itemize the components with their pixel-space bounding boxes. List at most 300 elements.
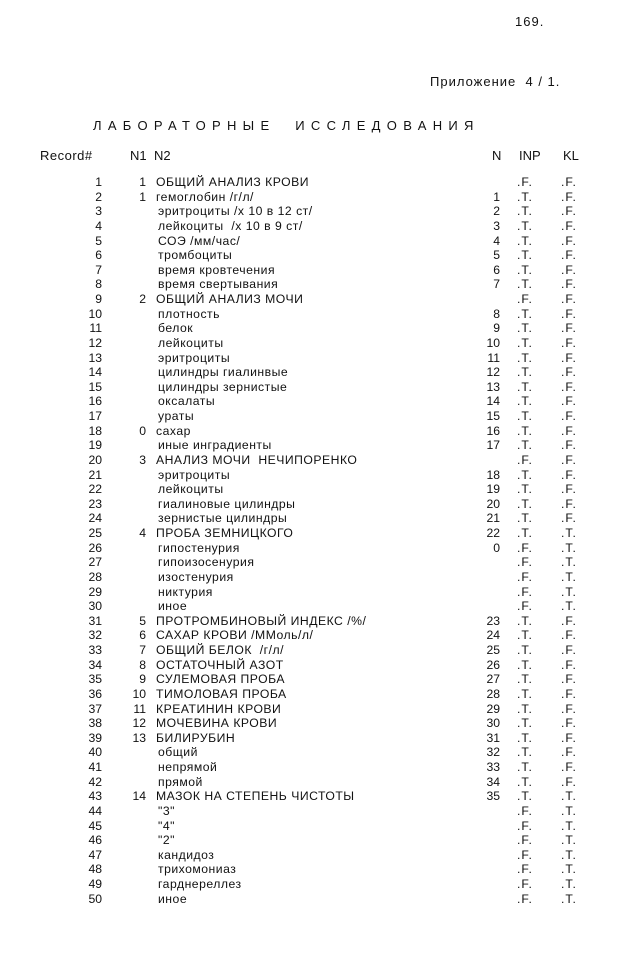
kl-cell: .F. [561, 657, 577, 672]
inp-cell: .T. [517, 686, 533, 701]
kl-cell: .F. [561, 248, 577, 263]
record-number-cell: 43 [88, 789, 102, 804]
n-cell: 21 [486, 511, 500, 526]
kl-cell: .F. [561, 306, 577, 321]
inp-cell: .F. [517, 833, 533, 848]
record-number-cell: 21 [88, 467, 102, 482]
table-row [0, 716, 631, 731]
table-row [0, 760, 631, 775]
kl-cell: .F. [561, 365, 577, 380]
table-row [0, 511, 631, 526]
record-number-cell: 42 [88, 774, 102, 789]
record-number-cell: 14 [88, 365, 102, 380]
record-number-cell: 7 [95, 262, 102, 277]
table-row [0, 819, 631, 834]
kl-cell: .F. [561, 511, 577, 526]
record-number-cell: 30 [88, 599, 102, 614]
n2-name-cell: гиалиновые цилиндры [158, 496, 296, 511]
record-number-cell: 29 [88, 584, 102, 599]
table-row [0, 438, 631, 453]
table-row [0, 687, 631, 702]
kl-cell: .T. [561, 569, 577, 584]
kl-cell: .F. [561, 335, 577, 350]
record-number-cell: 15 [88, 379, 102, 394]
kl-cell: .F. [561, 218, 577, 233]
kl-cell: .F. [561, 496, 577, 511]
n2-name-cell: кандидоз [158, 847, 215, 862]
n2-name-cell: ураты [158, 409, 195, 423]
table-row [0, 234, 631, 249]
inp-cell: .T. [517, 277, 533, 292]
record-number-cell: 28 [88, 569, 102, 584]
kl-cell: .F. [561, 321, 577, 336]
inp-cell: .F. [517, 877, 533, 891]
appendix-label: Приложение 4 / 1. [430, 74, 561, 89]
n2-name-cell: ОБЩИЙ БЕЛОК /г/л/ [156, 643, 285, 657]
n1-cell: 4 [139, 526, 146, 540]
table-row [0, 307, 631, 322]
record-number-cell: 17 [88, 409, 102, 423]
kl-cell: .F. [561, 394, 577, 409]
n1-cell: 2 [139, 292, 146, 306]
table-row [0, 219, 631, 234]
kl-cell: .T. [561, 833, 577, 848]
kl-cell: .T. [561, 555, 577, 570]
table-row [0, 862, 631, 877]
inp-cell: .T. [517, 716, 533, 731]
n2-name-cell: САХАР КРОВИ /ММоль/л/ [156, 628, 314, 643]
kl-cell: .F. [561, 613, 577, 628]
table-row [0, 599, 631, 614]
record-number-cell: 37 [88, 701, 102, 716]
inp-cell: .T. [517, 335, 533, 350]
table-row [0, 789, 631, 804]
n-cell: 10 [486, 335, 500, 350]
table-row [0, 555, 631, 570]
table-row [0, 394, 631, 409]
record-number-cell: 33 [88, 643, 102, 657]
inp-cell: .F. [517, 540, 533, 555]
n2-name-cell: ПРОТРОМБИНОВЫЙ ИНДЕКС /%/ [156, 613, 367, 628]
inp-cell: .T. [517, 365, 533, 380]
record-number-cell: 50 [88, 891, 102, 906]
table-row [0, 833, 631, 848]
n1-cell: 3 [139, 452, 146, 467]
n-cell: 8 [493, 306, 500, 321]
inp-cell: .T. [517, 248, 533, 263]
record-number-cell: 45 [88, 818, 102, 833]
kl-cell: .F. [561, 672, 577, 687]
kl-cell: .F. [561, 423, 577, 438]
record-number-cell: 3 [95, 204, 102, 219]
inp-cell: .T. [517, 306, 533, 321]
kl-cell: .F. [561, 716, 577, 731]
n-cell: 0 [493, 540, 500, 555]
kl-cell: .F. [561, 204, 577, 219]
kl-cell: .T. [561, 862, 577, 877]
record-number-cell: 25 [88, 526, 102, 540]
record-number-cell: 4 [95, 218, 102, 233]
n1-cell: 10 [132, 686, 146, 701]
n1-cell: 6 [139, 628, 146, 643]
kl-cell: .T. [561, 540, 577, 555]
column-header-kl: KL [563, 148, 579, 163]
n2-name-cell: цилиндры гиалинвые [158, 365, 289, 380]
inp-cell: .F. [517, 891, 533, 906]
record-number-cell: 11 [89, 321, 102, 336]
table-row [0, 541, 631, 556]
inp-cell: .T. [517, 467, 533, 482]
n2-name-cell: ОБЩИЙ АНАЛИЗ КРОВИ [156, 175, 309, 189]
kl-cell: .F. [561, 745, 577, 760]
table-row [0, 614, 631, 629]
n2-name-cell: "2" [158, 833, 175, 848]
record-number-cell: 22 [88, 482, 102, 497]
n2-name-cell: МАЗОК НА СТЕПЕНЬ ЧИСТОТЫ [156, 789, 355, 804]
n-cell: 11 [487, 350, 500, 365]
kl-cell: .F. [561, 175, 577, 189]
table-row [0, 453, 631, 468]
inp-cell: .T. [517, 774, 533, 789]
table-row [0, 526, 631, 541]
inp-cell: .T. [517, 189, 533, 204]
table-row [0, 468, 631, 483]
column-header-n2: N2 [154, 148, 171, 163]
n-cell: 19 [486, 482, 500, 497]
column-header-n: N [492, 148, 502, 163]
inp-cell: .T. [517, 730, 533, 745]
record-number-cell: 10 [88, 306, 102, 321]
n1-cell: 11 [133, 701, 146, 716]
n2-name-cell: прямой [158, 774, 203, 789]
record-number-cell: 44 [88, 803, 102, 818]
kl-cell: .F. [561, 233, 577, 248]
n-cell: 35 [486, 789, 500, 804]
kl-cell: .T. [561, 789, 577, 804]
n-cell: 27 [486, 672, 500, 687]
n-cell: 18 [486, 467, 500, 482]
kl-cell: .T. [561, 877, 577, 891]
record-number-cell: 35 [88, 672, 102, 687]
column-header-inp: INP [519, 148, 541, 163]
inp-cell: .T. [517, 350, 533, 365]
table-row [0, 848, 631, 863]
table-row [0, 321, 631, 336]
record-number-cell: 1 [95, 175, 102, 189]
n1-cell: 1 [139, 175, 146, 189]
inp-cell: .T. [517, 760, 533, 774]
kl-cell: .F. [561, 379, 577, 394]
inp-cell: .F. [517, 452, 533, 467]
inp-cell: .F. [517, 175, 533, 189]
n-cell: 4 [493, 233, 500, 248]
n2-name-cell: "3" [158, 803, 175, 818]
kl-cell: .F. [561, 730, 577, 745]
n1-cell: 5 [139, 613, 146, 628]
kl-cell: .T. [561, 584, 577, 599]
inp-cell: .T. [517, 262, 533, 277]
inp-cell: .F. [517, 862, 533, 877]
inp-cell: .T. [517, 628, 533, 643]
record-number-cell: 39 [88, 730, 102, 745]
inp-cell: .T. [517, 511, 533, 526]
table-row [0, 877, 631, 892]
inp-cell: .T. [517, 409, 533, 423]
table-row [0, 775, 631, 790]
record-number-cell: 16 [88, 394, 102, 409]
n2-name-cell: изостенурия [158, 569, 234, 584]
n2-name-cell: иные инградиенты [158, 438, 272, 453]
n2-name-cell: время свертывания [158, 277, 279, 292]
inp-cell: .T. [517, 482, 533, 497]
n2-name-cell: ПРОБА ЗЕМНИЦКОГО [156, 526, 294, 540]
table-row [0, 658, 631, 673]
n2-name-cell: АНАЛИЗ МОЧИ НЕЧИПОРЕНКО [156, 452, 358, 467]
table-row [0, 570, 631, 585]
n1-cell: 8 [139, 657, 146, 672]
inp-cell: .T. [517, 526, 533, 540]
inp-cell: .F. [517, 584, 533, 599]
record-number-cell: 34 [88, 657, 102, 672]
n-cell: 5 [493, 248, 500, 263]
table-row [0, 277, 631, 292]
record-number-cell: 18 [88, 423, 102, 438]
kl-cell: .F. [561, 277, 577, 292]
kl-cell: .F. [561, 409, 577, 423]
kl-cell: .F. [561, 686, 577, 701]
n2-name-cell: лейкоциты [158, 482, 224, 497]
kl-cell: .F. [561, 774, 577, 789]
inp-cell: .T. [517, 701, 533, 716]
n2-name-cell: СОЭ /мм/час/ [158, 233, 241, 248]
n2-name-cell: ОБЩИЙ АНАЛИЗ МОЧИ [156, 292, 304, 306]
n-cell: 7 [493, 277, 500, 292]
table-row [0, 175, 631, 190]
n-cell: 26 [486, 657, 500, 672]
n2-name-cell: цилиндры зернистые [158, 379, 288, 394]
n1-cell: 0 [139, 423, 146, 438]
kl-cell: .F. [561, 628, 577, 643]
n2-name-cell: никтурия [158, 584, 213, 599]
n-cell: 24 [486, 628, 500, 643]
n2-name-cell: ОСТАТОЧНЫЙ АЗОТ [156, 657, 284, 672]
kl-cell: .T. [561, 599, 577, 614]
table-row [0, 409, 631, 424]
n2-name-cell: трихомониаз [158, 862, 237, 877]
kl-cell: .F. [561, 760, 577, 774]
n2-name-cell: эритроциты /х 10 в 12 ст/ [158, 204, 313, 219]
inp-cell: .T. [517, 657, 533, 672]
record-number-cell: 26 [88, 540, 102, 555]
n-cell: 28 [486, 686, 500, 701]
n2-name-cell: БИЛИРУБИН [156, 730, 236, 745]
inp-cell: .T. [517, 643, 533, 657]
record-number-cell: 23 [88, 496, 102, 511]
n2-name-cell: КРЕАТИНИН КРОВИ [156, 701, 282, 716]
table-row [0, 292, 631, 307]
inp-cell: .T. [517, 745, 533, 760]
inp-cell: .T. [517, 672, 533, 687]
table-row [0, 628, 631, 643]
n2-name-cell: "4" [158, 818, 175, 833]
n2-name-cell: гемоглобин /г/л/ [156, 189, 254, 204]
n2-name-cell: зернистые цилиндры [158, 511, 288, 526]
record-number-cell: 24 [88, 511, 102, 526]
table-row [0, 497, 631, 512]
table-row [0, 702, 631, 717]
table-row [0, 731, 631, 746]
record-number-cell: 13 [88, 350, 102, 365]
n2-name-cell: плотность [158, 306, 220, 321]
record-number-cell: 8 [95, 277, 102, 292]
record-number-cell: 38 [88, 716, 102, 731]
n-cell: 22 [486, 526, 500, 540]
inp-cell: .T. [517, 496, 533, 511]
n1-cell: 14 [132, 789, 146, 804]
inp-cell: .T. [517, 204, 533, 219]
table-row [0, 336, 631, 351]
n2-name-cell: непрямой [158, 760, 218, 774]
n2-name-cell: эритроциты [158, 350, 231, 365]
document-title: ЛАБОРАТОРНЫЕ ИССЛЕДОВАНИЯ [93, 118, 480, 133]
table-row [0, 482, 631, 497]
n2-name-cell: оксалаты [158, 394, 216, 409]
record-number-cell: 9 [95, 292, 102, 306]
column-header-record: Record# [40, 148, 93, 163]
n-cell: 6 [493, 262, 500, 277]
n2-name-cell: белок [158, 321, 194, 336]
kl-cell: .F. [561, 350, 577, 365]
n-cell: 32 [486, 745, 500, 760]
kl-cell: .F. [561, 467, 577, 482]
inp-cell: .T. [517, 321, 533, 336]
table-row [0, 585, 631, 600]
n2-name-cell: иное [158, 599, 188, 614]
record-number-cell: 36 [88, 686, 102, 701]
inp-cell: .T. [517, 379, 533, 394]
inp-cell: .F. [517, 555, 533, 570]
n1-cell: 9 [139, 672, 146, 687]
n-cell: 3 [493, 218, 500, 233]
kl-cell: .F. [561, 189, 577, 204]
inp-cell: .T. [517, 233, 533, 248]
n2-name-cell: сахар [156, 423, 191, 438]
record-number-cell: 41 [88, 760, 102, 774]
n2-name-cell: общий [158, 745, 198, 760]
kl-cell: .F. [561, 643, 577, 657]
kl-cell: .F. [561, 292, 577, 306]
table-row [0, 804, 631, 819]
n2-name-cell: гипоизосенурия [158, 555, 255, 570]
n-cell: 25 [486, 643, 500, 657]
inp-cell: .F. [517, 818, 533, 833]
inp-cell: .F. [517, 803, 533, 818]
kl-cell: .T. [561, 847, 577, 862]
n-cell: 33 [486, 760, 500, 774]
inp-cell: .T. [517, 218, 533, 233]
inp-cell: .T. [517, 438, 533, 453]
column-header-n1: N1 [130, 148, 147, 163]
n-cell: 31 [486, 730, 500, 745]
n2-name-cell: лейкоциты /х 10 в 9 ст/ [158, 218, 303, 233]
records-table [0, 175, 631, 906]
n-cell: 23 [486, 613, 500, 628]
n2-name-cell: ТИМОЛОВАЯ ПРОБА [156, 686, 287, 701]
n-cell: 1 [493, 189, 500, 204]
inp-cell: .F. [517, 569, 533, 584]
n2-name-cell: гипостенурия [158, 540, 240, 555]
table-row [0, 672, 631, 687]
table-row [0, 380, 631, 395]
kl-cell: .T. [561, 891, 577, 906]
n2-name-cell: СУЛЕМОВАЯ ПРОБА [156, 672, 285, 687]
kl-cell: .T. [561, 526, 577, 540]
kl-cell: .T. [561, 803, 577, 818]
n-cell: 13 [486, 379, 500, 394]
n2-name-cell: МОЧЕВИНА КРОВИ [156, 716, 278, 731]
inp-cell: .F. [517, 292, 533, 306]
n2-name-cell: время кровтечения [158, 262, 276, 277]
table-row [0, 424, 631, 439]
record-number-cell: 32 [88, 628, 102, 643]
kl-cell: .T. [561, 818, 577, 833]
inp-cell: .F. [517, 847, 533, 862]
table-row [0, 365, 631, 380]
n-cell: 9 [493, 321, 500, 336]
kl-cell: .F. [561, 438, 577, 453]
kl-cell: .F. [561, 701, 577, 716]
inp-cell: .T. [517, 789, 533, 804]
n-cell: 14 [486, 394, 500, 409]
n2-name-cell: тромбоциты [158, 248, 233, 263]
record-number-cell: 20 [88, 452, 102, 467]
kl-cell: .F. [561, 262, 577, 277]
record-number-cell: 31 [88, 613, 102, 628]
n-cell: 12 [486, 365, 500, 380]
table-row [0, 263, 631, 278]
kl-cell: .F. [561, 452, 577, 467]
n2-name-cell: эритроциты [158, 467, 231, 482]
n1-cell: 7 [139, 643, 146, 657]
n-cell: 15 [486, 409, 500, 423]
n-cell: 17 [486, 438, 500, 453]
n-cell: 29 [486, 701, 500, 716]
record-number-cell: 48 [88, 862, 102, 877]
table-row [0, 351, 631, 366]
inp-cell: .T. [517, 613, 533, 628]
n-cell: 34 [486, 774, 500, 789]
n-cell: 30 [486, 716, 500, 731]
table-row [0, 745, 631, 760]
table-row [0, 643, 631, 658]
table-row [0, 248, 631, 263]
record-number-cell: 49 [88, 877, 102, 891]
record-number-cell: 6 [95, 248, 102, 263]
record-number-cell: 19 [88, 438, 102, 453]
n1-cell: 13 [132, 730, 146, 745]
page-number: 169. [515, 14, 545, 29]
record-number-cell: 46 [88, 833, 102, 848]
inp-cell: .T. [517, 394, 533, 409]
n-cell: 16 [486, 423, 500, 438]
inp-cell: .F. [517, 599, 533, 614]
record-number-cell: 5 [95, 233, 102, 248]
table-row [0, 204, 631, 219]
record-number-cell: 2 [95, 189, 102, 204]
n2-name-cell: гарднереллез [158, 877, 242, 891]
record-number-cell: 12 [88, 335, 102, 350]
inp-cell: .T. [517, 423, 533, 438]
